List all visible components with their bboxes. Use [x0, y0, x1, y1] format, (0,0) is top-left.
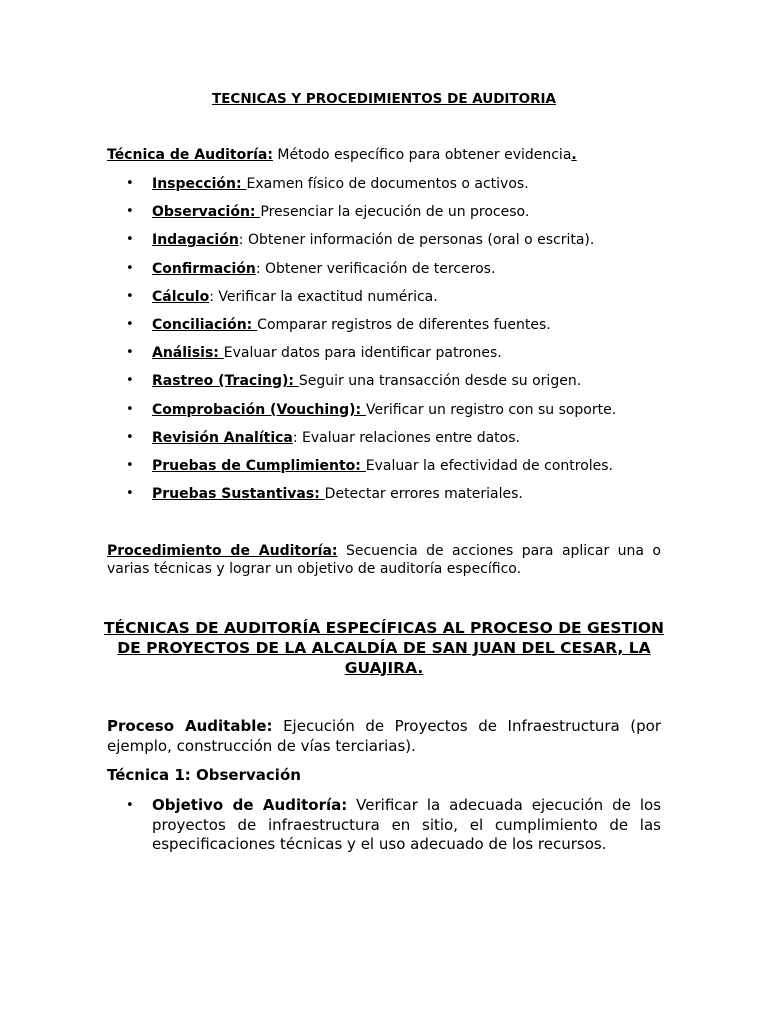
- bullet: •: [126, 373, 134, 389]
- bullet: •: [126, 260, 134, 276]
- bullet: •: [126, 345, 134, 361]
- technique-term: Confirmación: [152, 260, 256, 277]
- auditable-process-label: Proceso Auditable:: [107, 717, 273, 735]
- bullet: •: [126, 316, 134, 332]
- list-item: [0, 259, 768, 287]
- technique-term: Revisión Analítica: [152, 429, 293, 446]
- bullet: •: [126, 232, 134, 248]
- technique-desc: Evaluar datos para identificar patrones.: [223, 345, 502, 362]
- technique-term: Observación:: [152, 204, 261, 221]
- technique-term: Indagación: [152, 232, 239, 249]
- technique-desc: Evaluar la efectividad de controles.: [365, 457, 614, 474]
- list-item: [0, 202, 768, 230]
- bullet: •: [126, 429, 134, 445]
- technique-desc: Verificar un registro con su soporte.: [366, 401, 617, 418]
- list-item: [0, 428, 768, 456]
- list-item: [0, 230, 768, 258]
- bullet: •: [126, 486, 134, 502]
- technique-definition: [107, 146, 661, 164]
- technique-term: Pruebas de Cumplimiento:: [152, 457, 366, 474]
- technique-term: Pruebas Sustantivas:: [152, 486, 325, 503]
- technique-desc: : Evaluar relaciones entre datos.: [292, 429, 520, 446]
- auditable-process: [107, 716, 661, 756]
- bullet: •: [126, 204, 134, 220]
- objective-text-block: [152, 796, 661, 855]
- list-item: [0, 315, 768, 343]
- auditable-process-text: Ejecución de Proyectos de Infraestructura (por ejemplo, construcción de vías terciarias).: [107, 717, 661, 755]
- technique-desc: Detectar errores materiales.: [324, 486, 523, 503]
- technique-term: Inspección:: [152, 176, 247, 192]
- technique-desc: Seguir una transacción desde su origen.: [298, 373, 582, 390]
- bullet: •: [126, 176, 134, 191]
- list-item: [0, 343, 768, 371]
- technique-desc: : Obtener verificación de terceros.: [255, 260, 496, 277]
- techniques-list: [0, 174, 768, 512]
- technique-desc: Comparar registros de diferentes fuentes.: [257, 316, 551, 333]
- technique-term: Comprobación (Vouching):: [152, 401, 367, 418]
- objective-label: Objetivo de Auditoría:: [152, 796, 348, 814]
- list-item: [0, 484, 768, 512]
- technique-definition-label: Técnica de Auditoría:: [107, 147, 273, 163]
- document-title: TECNICAS Y PROCEDIMIENTOS DE AUDITORIA: [211, 91, 557, 107]
- technique-desc: Examen físico de documentos o activos.: [246, 176, 529, 192]
- list-item: [0, 287, 768, 315]
- procedure-definition-text: Secuencia de acciones para aplicar una o varias técnicas y lograr un objetivo de auditoría específico.: [107, 543, 661, 577]
- procedure-definition: [107, 542, 661, 578]
- technique-term: Conciliación:: [152, 316, 258, 333]
- list-item: [0, 174, 768, 202]
- bullet: •: [126, 401, 134, 417]
- section-title: TÉCNICAS DE AUDITORÍA ESPECÍFICAS AL PROCESO DE GESTION DE PROYECTOS DE LA ALCALDÍA DE SAN JUAN DEL CESAR, LA GUAJIRA.: [103, 619, 665, 677]
- technique-term: Cálculo: [152, 288, 210, 305]
- technique1-heading: Técnica 1: Observación: [107, 766, 301, 784]
- procedure-definition-label: Procedimiento de Auditoría:: [107, 543, 338, 559]
- bullet: •: [126, 457, 134, 473]
- technique-desc: : Obtener información de personas (oral o escrita).: [238, 232, 595, 249]
- technique-desc: Presenciar la ejecución de un proceso.: [260, 204, 530, 221]
- list-item: [0, 456, 768, 484]
- technique-term: Rastreo (Tracing):: [152, 373, 299, 390]
- technique-definition-text: Método específico para obtener evidencia: [272, 147, 572, 163]
- objective-text: Verificar la adecuada ejecución de los proyectos de infraestructura en sitio, el cumplimiento de las especificaciones técnicas y el uso adecuado de los recursos.: [152, 796, 662, 853]
- bullet: •: [126, 288, 134, 304]
- list-item: [0, 371, 768, 399]
- technique-term: Análisis:: [152, 345, 224, 362]
- bullet: •: [126, 798, 134, 813]
- technique-desc: : Verificar la exactitud numérica.: [209, 288, 438, 305]
- technique-definition-trailing: .: [571, 147, 577, 163]
- list-item: [0, 400, 768, 428]
